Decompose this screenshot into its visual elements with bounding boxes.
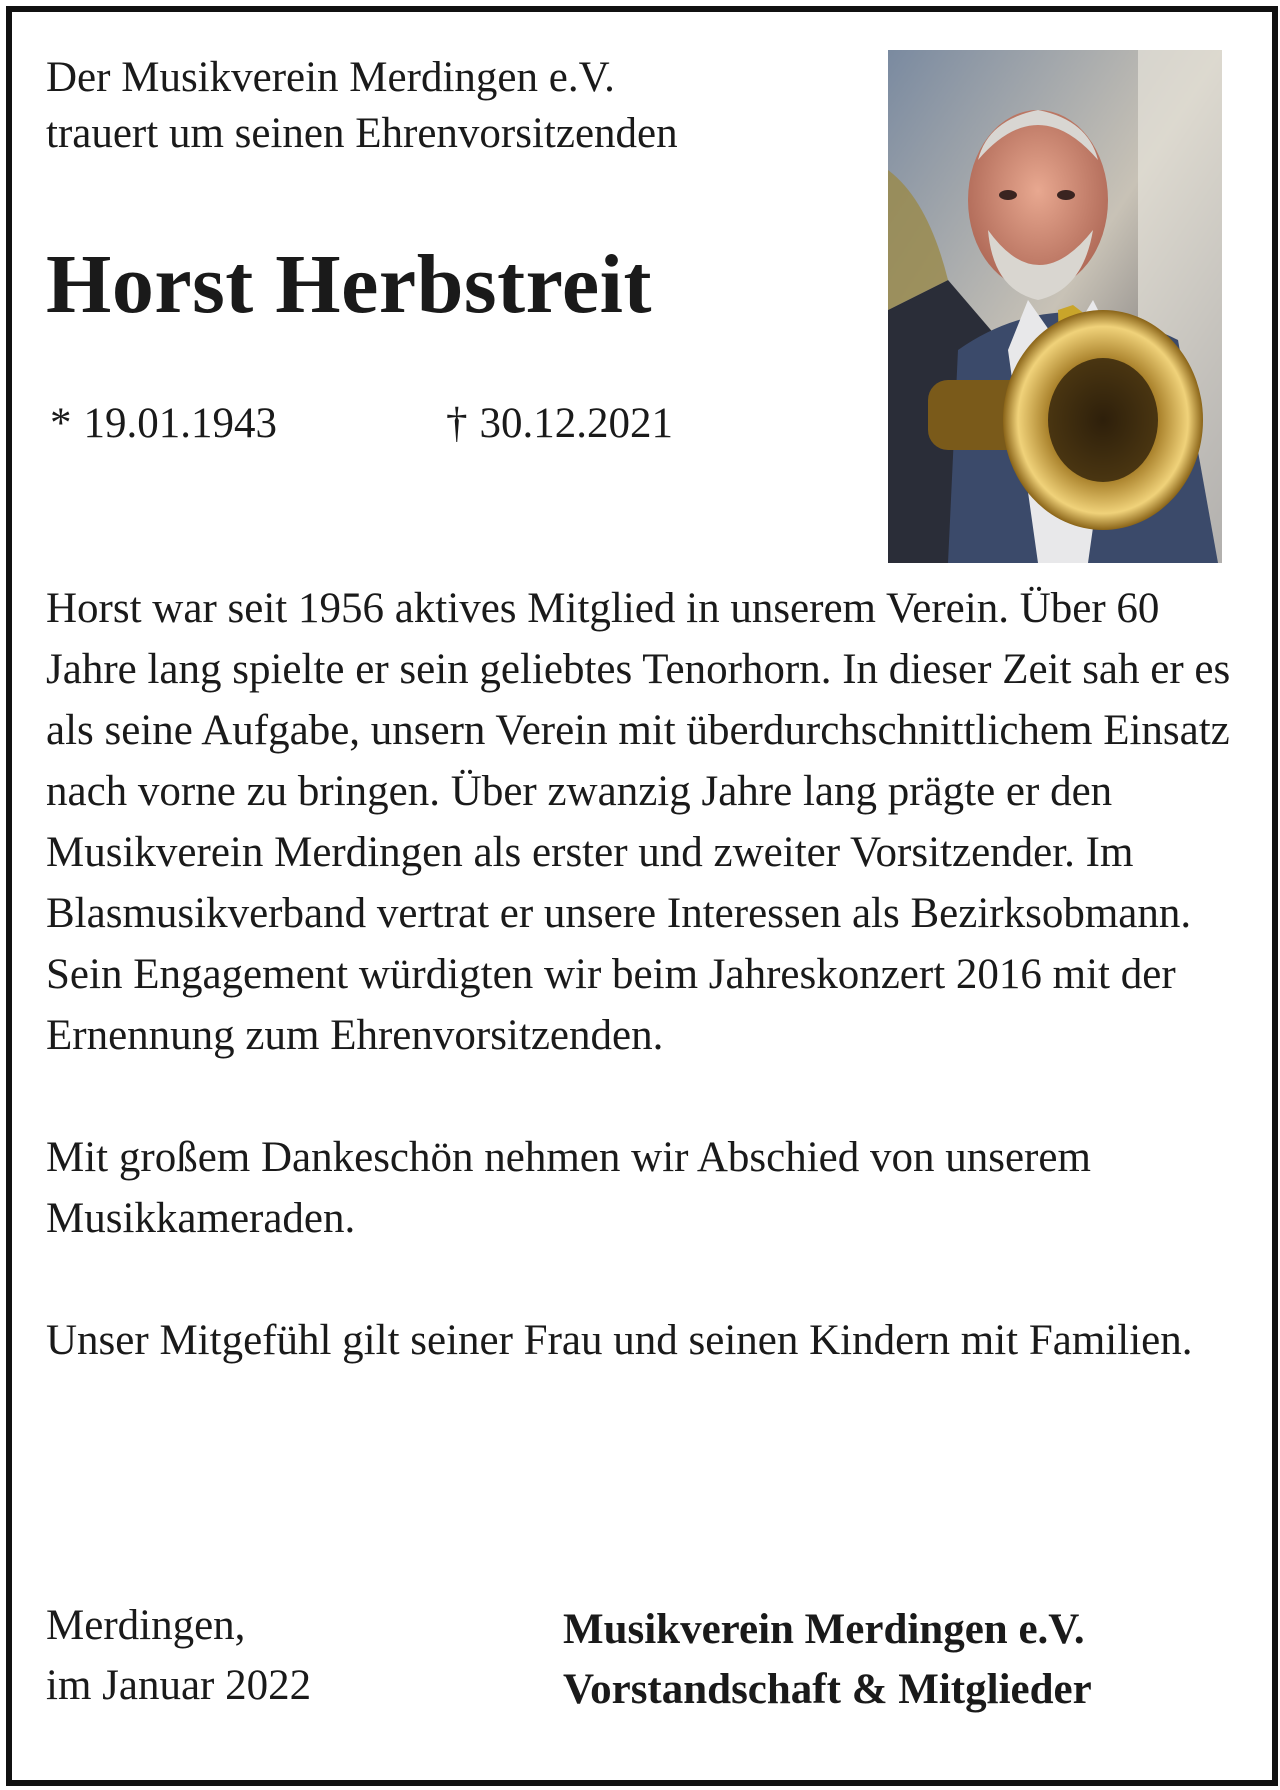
birth-date: 19.01.1943: [83, 400, 277, 447]
deceased-name: Horst Herbstreit: [46, 238, 652, 331]
signature-members: Vorstandschaft & Mitglieder: [563, 1666, 1092, 1713]
intro-text: [46, 50, 678, 162]
intro-line-2: trauert um seinen Ehrenvorsitzenden: [46, 110, 678, 157]
portrait-photo-icon: [888, 50, 1222, 563]
portrait-photo: [888, 50, 1222, 563]
place-date: [46, 1596, 311, 1716]
signature-block: [563, 1600, 1092, 1720]
intro-line-1: Der Musikverein Merdingen e.V.: [46, 54, 615, 101]
star-birth-icon: *: [50, 400, 72, 447]
death-date: 30.12.2021: [479, 400, 673, 447]
death-date-group: [446, 396, 673, 452]
body-paragraph-3: Unser Mitgefühl gilt seiner Frau und seinen Kindern mit Familien.: [46, 1317, 1193, 1364]
birth-date-group: [50, 396, 277, 452]
body-paragraph-1: Horst war seit 1956 aktives Mitglied in unserem Verein. Über 60 Jahre lang spielte er sein geliebtes Tenorhorn. In dieser Zeit sah er es als seine Aufgabe, unsern Verein mit überdurchschnittlichem Einsatz nach vorne zu bringen. Über zwanzig Jahre lang prägte er den Musikverein Merdingen als erster und zweiter Vorsitzender. Im Blasmusikverband vertrat er unsere Interessen als Bezirksobmann. Sein Engagement würdigten wir beim Jahreskonzert 2016 mit der Ernennung zum Ehrenvorsitzenden.: [46, 585, 1231, 1059]
obituary-body: [46, 578, 1256, 1432]
signature-org: Musikverein Merdingen e.V.: [563, 1606, 1085, 1653]
body-paragraph-2: Mit großem Dankeschön nehmen wir Abschied von unserem Musikkameraden.: [46, 1134, 1091, 1242]
place: Merdingen,: [46, 1602, 246, 1649]
date-line: im Januar 2022: [46, 1662, 312, 1709]
cross-death-icon: †: [446, 400, 468, 447]
